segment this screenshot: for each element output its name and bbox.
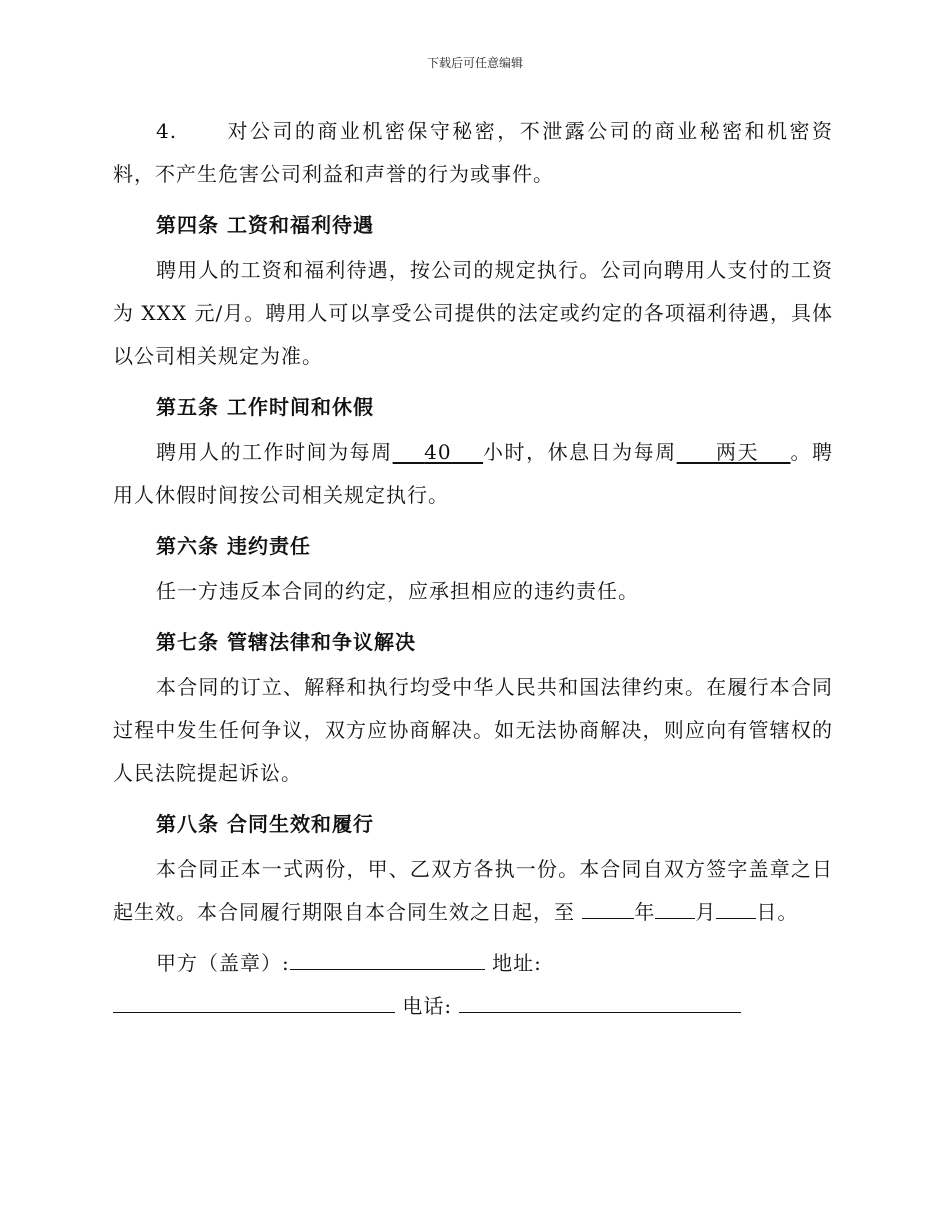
article-8-title: 第八条 合同生效和履行 <box>156 812 374 836</box>
article-8-body <box>113 848 833 934</box>
article-5-text-1: 聘用人的工作时间为每周 <box>156 440 393 464</box>
year-blank <box>582 918 634 919</box>
item-number: 4. <box>156 119 178 143</box>
article-7-body: 本合同的订立、解释和执行均受中华人民共和国法律约束。在履行本合同过程中发生任何争议，双方应协商解决。如无法协商解决，则应向有管辖权的人民法院提起诉讼。 <box>113 675 833 785</box>
year-label: 年 <box>634 900 656 924</box>
signature-line-1 <box>113 942 833 985</box>
rest-field <box>677 440 791 464</box>
article-4-title: 第四条 工资和福利待遇 <box>156 213 374 237</box>
article-5-body <box>113 431 833 517</box>
day-blank <box>716 918 756 919</box>
rest-value: 两天 <box>716 440 760 464</box>
article-5-text-2: 小时，休息日为每周 <box>483 440 677 464</box>
article-7-title: 第七条 管辖法律和争议解决 <box>156 630 416 654</box>
month-label: 月 <box>695 900 717 924</box>
month-blank <box>655 918 695 919</box>
article-6-body: 任一方违反本合同的约定，应承担相应的违约责任。 <box>156 579 639 603</box>
address-label: 地址: <box>492 951 542 975</box>
address-blank <box>113 1012 395 1013</box>
hours-field <box>393 440 483 464</box>
document-body <box>113 110 833 1028</box>
clause-item-4 <box>113 110 833 196</box>
signature-line-2 <box>113 985 833 1028</box>
phone-blank <box>459 1012 741 1013</box>
article-5-title: 第五条 工作时间和休假 <box>156 395 374 419</box>
article-5-text-3: 。聘用人休假时间按公司相关规定执行。 <box>113 440 834 507</box>
party-a-blank <box>290 969 485 970</box>
hours-value: 40 <box>424 440 452 464</box>
day-label: 日。 <box>756 900 799 924</box>
party-a-label: 甲方（盖章）: <box>156 951 290 975</box>
phone-label: 电话: <box>402 994 453 1018</box>
item-text: 对公司的商业机密保守秘密，不泄露公司的商业秘密和机密资料，不产生危害公司利益和声誉的行为或事件。 <box>113 119 833 186</box>
article-6-title: 第六条 违约责任 <box>156 534 311 558</box>
page-header: 下载后可任意编辑 <box>426 56 523 70</box>
article-4-body: 聘用人的工资和福利待遇，按公司的规定执行。公司向聘用人支付的工资为 XXX 元/月。聘用人可以享受公司提供的法定或约定的各项福利待遇，具体以公司相关规定为准。 <box>113 258 833 368</box>
article-8-text: 本合同正本一式两份，甲、乙双方各执一份。本合同自双方签字盖章之日起生效。本合同履行期限自本合同生效之日起，至 <box>113 857 833 924</box>
